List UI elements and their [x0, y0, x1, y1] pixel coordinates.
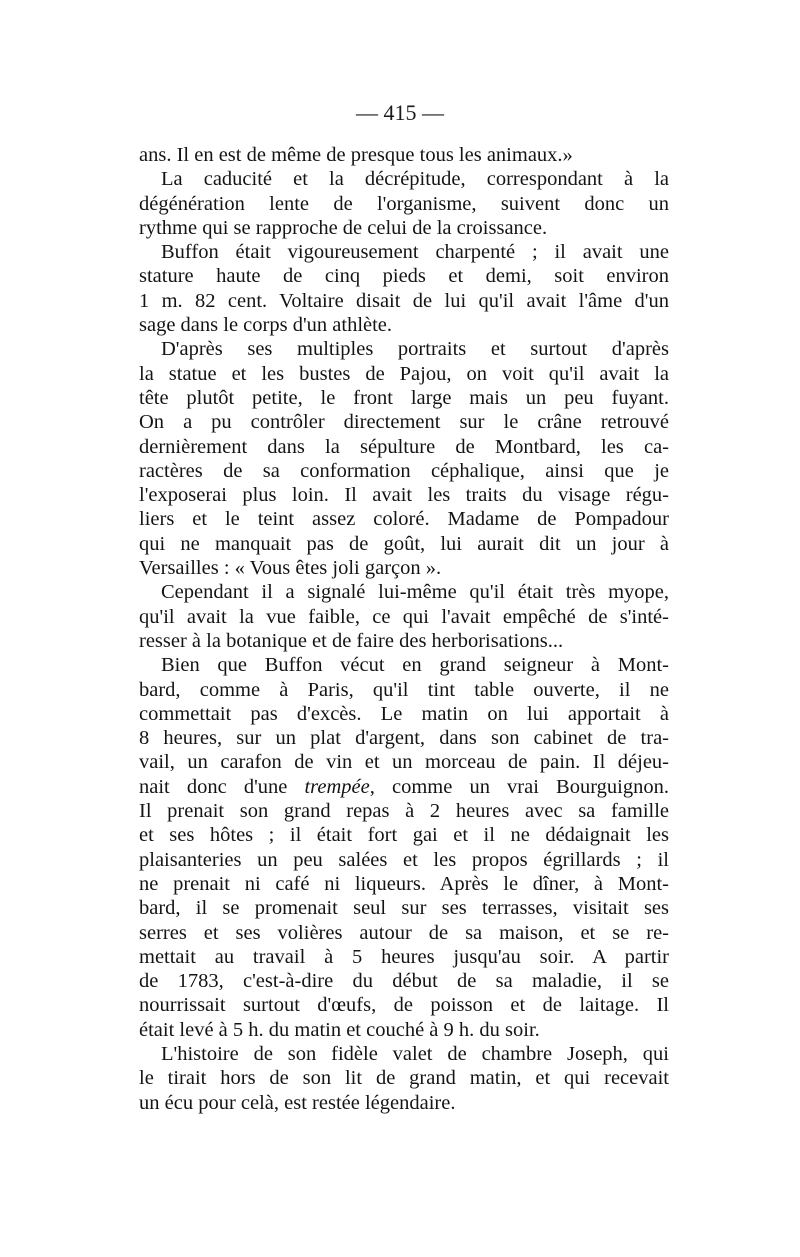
text-line: l'exposerai plus loin. Il avait les traits du visage régu-	[139, 484, 669, 507]
text-line: dernièrement dans la sépulture de Montbard, les ca-	[139, 435, 669, 458]
text-line: 1 m. 82 cent. Voltaire disait de lui qu'il avait l'âme d'un	[139, 289, 669, 312]
text-line: L'histoire de son fidèle valet de chambre Joseph, qui	[161, 1042, 669, 1065]
text-line: était levé à 5 h. du matin et couché à 9 h. du soir.	[139, 1018, 540, 1041]
text-line: vail, un carafon de vin et un morceau de pain. Il déjeu-	[139, 751, 669, 774]
text-line: et ses hôtes ; il était fort gai et il ne dédaignait les	[139, 824, 669, 847]
text-line: liers et le teint assez coloré. Madame de Pompadour	[139, 508, 669, 531]
text-line: qui ne manquait pas de goût, lui aurait dit un jour à	[139, 532, 669, 555]
paragraph	[139, 167, 669, 240]
text-line: On a pu contrôler directement sur le crâne retrouvé	[139, 411, 669, 434]
text-line: ans. Il en est de même de presque tous les animaux.»	[139, 144, 573, 166]
text-line: stature haute de cinq pieds et demi, soit environ	[139, 265, 669, 288]
text-line: le tirait hors de son lit de grand matin, et qui recevait	[139, 1067, 669, 1090]
paragraph	[139, 240, 669, 337]
text-line: ne prenait ni café ni liqueurs. Après le dîner, à Mont-	[139, 872, 669, 895]
paragraph	[139, 337, 669, 580]
text-line: mettait au travail à 5 heures jusqu'au soir. A partir	[139, 945, 669, 968]
text-line: Il prenait son grand repas à 2 heures avec sa famille	[139, 800, 669, 823]
body-text	[139, 143, 669, 1115]
text-line: bard, comme à Paris, qu'il tint table ouverte, il ne	[139, 678, 669, 701]
paragraph	[139, 580, 669, 653]
paragraph	[139, 143, 669, 167]
text-line: commettait pas d'excès. Le matin on lui apportait à	[139, 702, 669, 725]
text-line: la statue et les bustes de Pajou, on voit qu'il avait la	[139, 362, 669, 385]
paragraph	[139, 1042, 669, 1115]
text-line: tête plutôt petite, le front large mais un peu fuyant.	[139, 386, 669, 409]
text-line: rythme qui se rapproche de celui de la croissance.	[139, 216, 548, 239]
page-number: — 415 —	[356, 100, 444, 125]
text-line: Buffon était vigoureusement charpenté ; il avait une	[161, 241, 669, 264]
text-line: nait donc d'une trempée, comme un vrai Bourguignon.	[139, 775, 669, 798]
text-line: un écu pour celà, est restée légendaire.	[139, 1091, 456, 1114]
text-line: resser à la botanique et de faire des herborisations...	[139, 629, 564, 652]
paragraph	[139, 653, 669, 1042]
text-line: de 1783, c'est-à-dire du début de sa maladie, il se	[139, 970, 669, 993]
text-line: plaisanteries un peu salées et les propos égrillards ; il	[139, 848, 669, 871]
text-line: Versailles : « Vous êtes joli garçon ».	[139, 557, 442, 580]
text-line: D'après ses multiples portraits et surtout d'après	[161, 338, 669, 361]
text-line: ractères de sa conformation céphalique, ainsi que je	[139, 459, 669, 482]
text-line: 8 heures, sur un plat d'argent, dans son cabinet de tra-	[139, 727, 669, 750]
text-line: nourrissait surtout d'œufs, de poisson et de laitage. Il	[139, 994, 669, 1017]
text-line: La caducité et la décrépitude, correspondant à la	[161, 168, 669, 191]
text-line: Bien que Buffon vécut en grand seigneur à Mont-	[161, 654, 669, 677]
text-line: qu'il avait la vue faible, ce qui l'avait empêché de s'inté-	[139, 605, 669, 628]
text-line: bard, il se promenait seul sur ses terrasses, visitait ses	[139, 897, 669, 920]
text-line: Cependant il a signalé lui-même qu'il était très myope,	[161, 581, 669, 604]
text-line: sage dans le corps d'un athlète.	[139, 314, 393, 337]
italic-word: trempée	[304, 775, 370, 798]
text-line: serres et ses volières autour de sa maison, et se re-	[139, 921, 669, 944]
text-line: dégénération lente de l'organisme, suivent donc un	[139, 192, 669, 215]
